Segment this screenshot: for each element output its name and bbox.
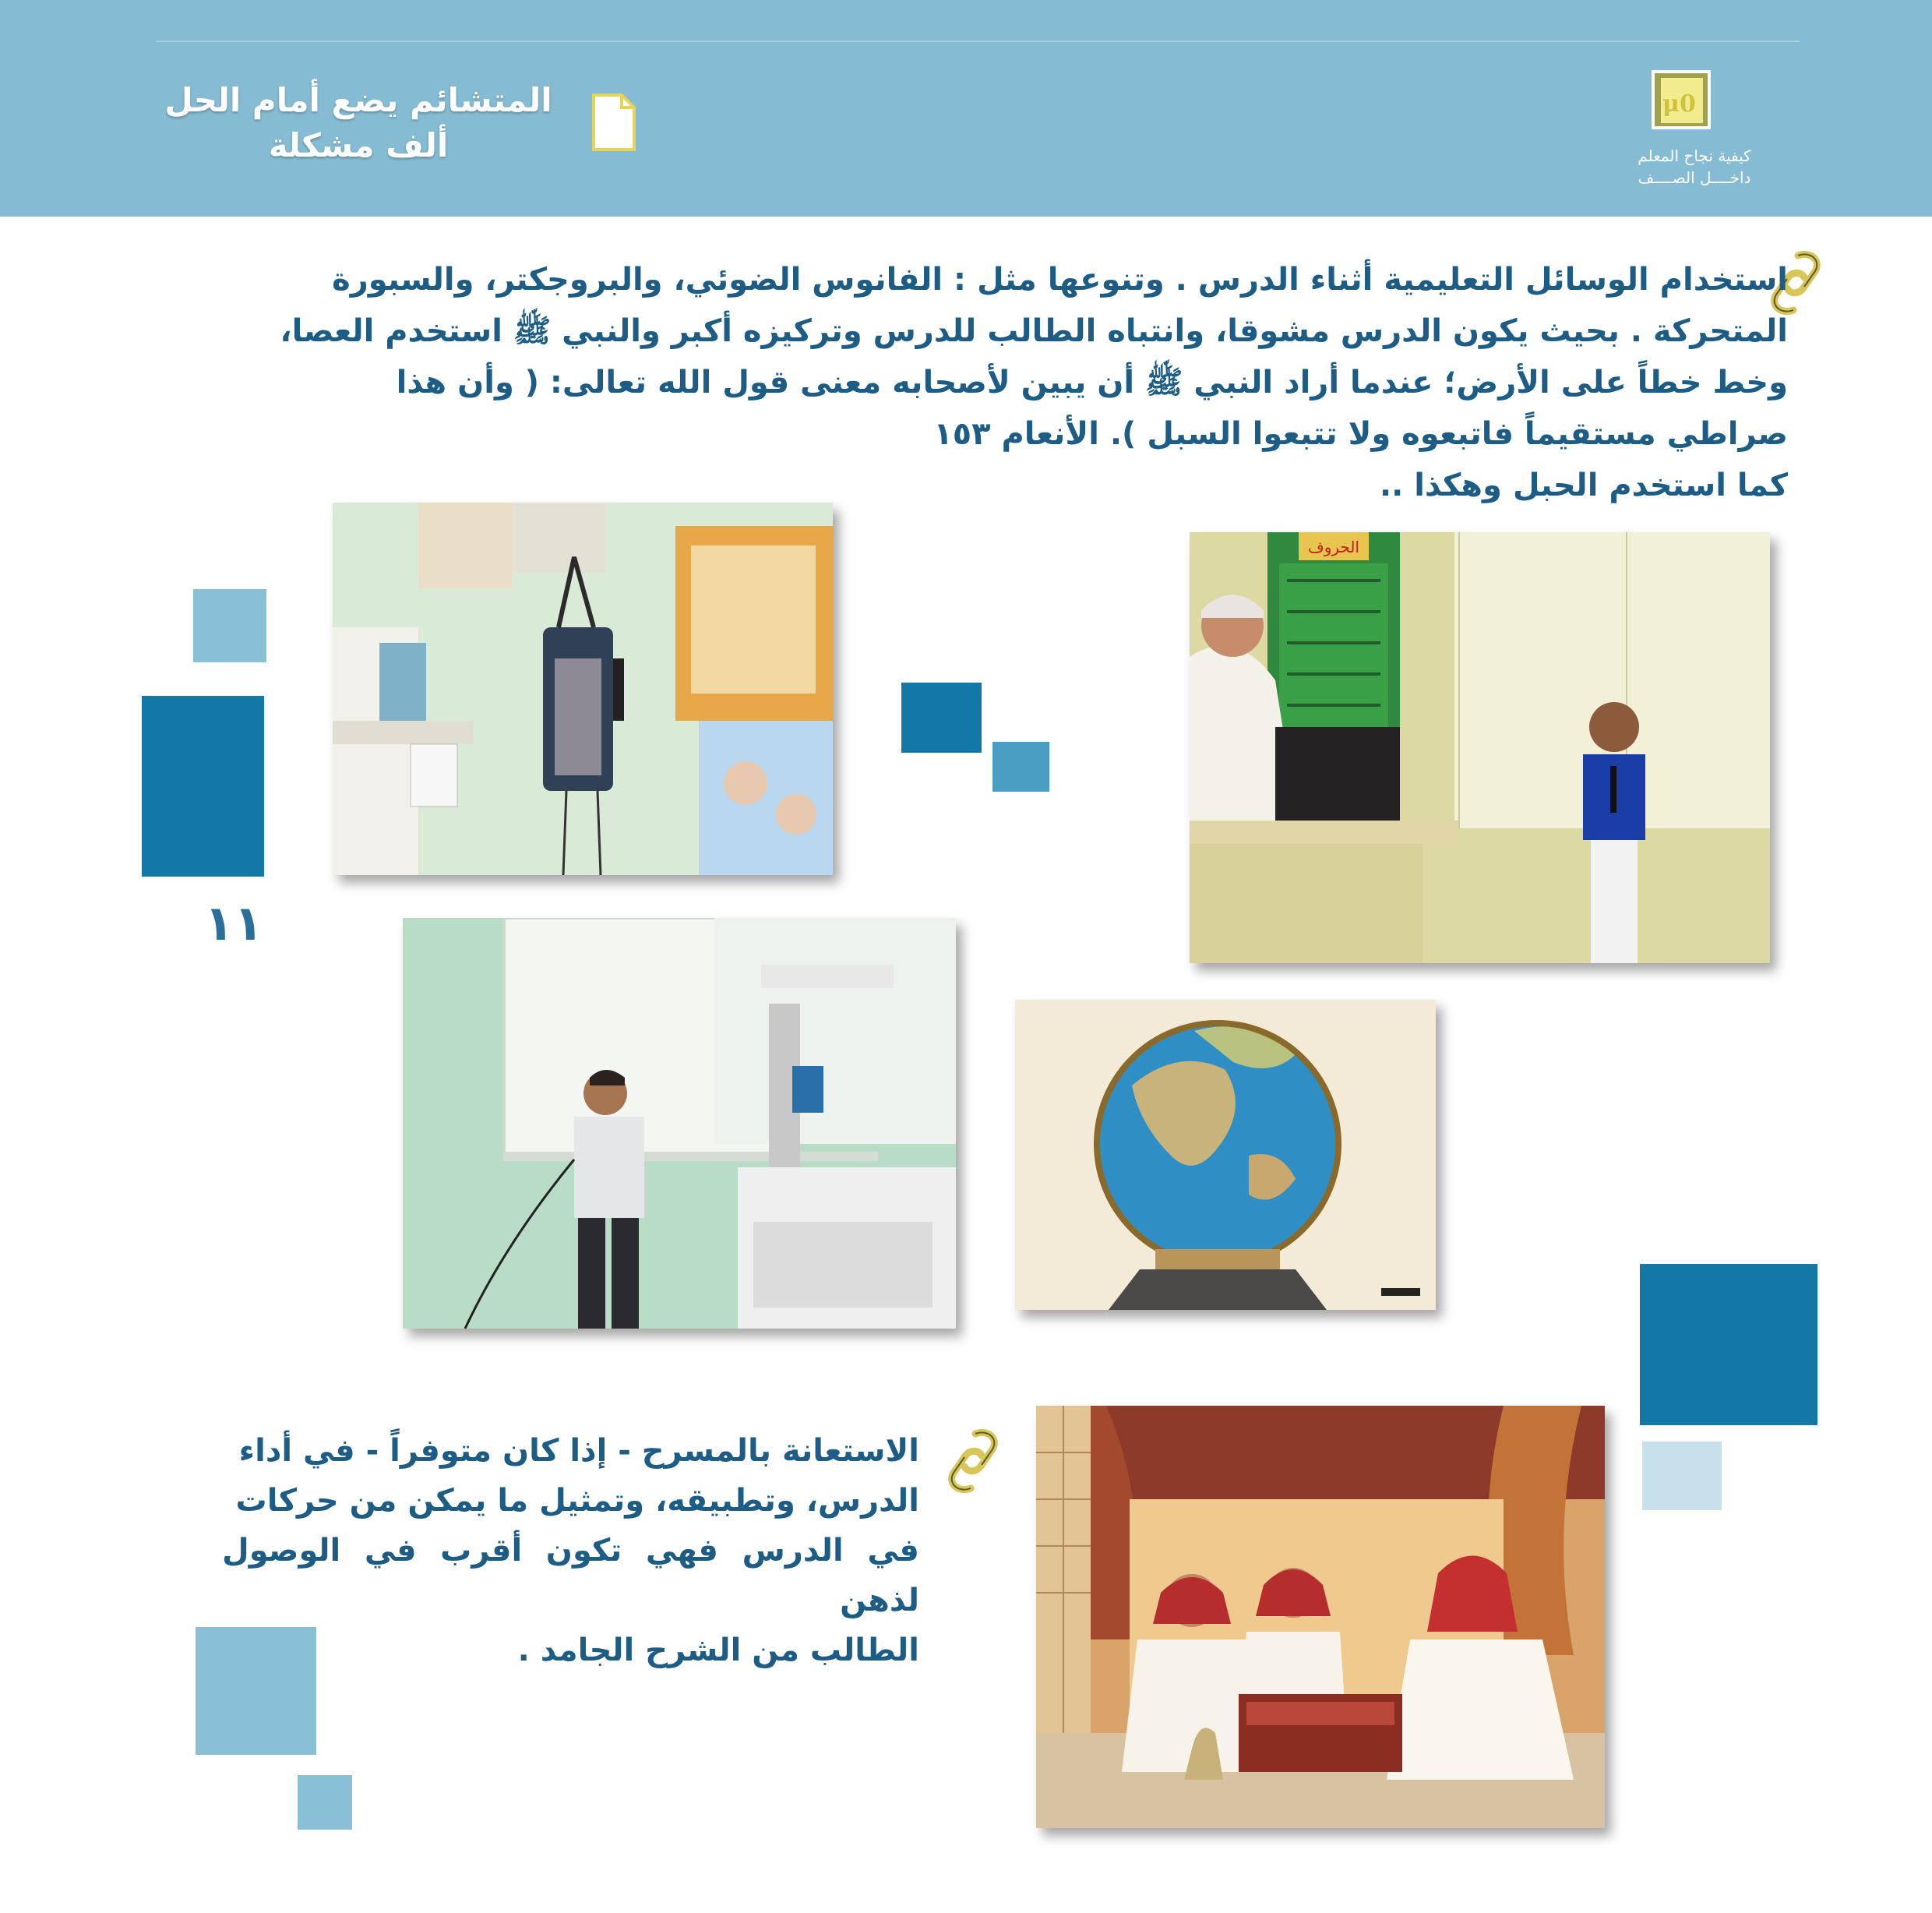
quote-line-2: ألف مشكلة [268, 126, 449, 164]
photo-classroom-wall [333, 503, 833, 875]
quote-line-1: المتشائم يضع أمام الحل [164, 81, 552, 119]
logo-text-line-1: كيفية نجاح المعلم [1638, 146, 1751, 165]
decor-square [901, 683, 982, 753]
paragraph-line: الطالب من الشرح الجامد . [517, 1632, 919, 1668]
page-number: ١١ [204, 895, 263, 951]
chain-link-icon [944, 1426, 1002, 1496]
logo-emblem [1652, 70, 1711, 129]
header-quote [156, 78, 561, 168]
decor-square [142, 696, 264, 877]
header-band [0, 0, 1932, 217]
logo-text-line-2: داخــــل الصــــف [1638, 168, 1751, 187]
alphabet-chart-label: الحروف [1308, 538, 1359, 556]
paragraph-line: وخط خطاً على الأرض؛ عندما أراد النبي ﷺ أن يبين لأصحابه معنى قول الله تعالى: ( وأن هذا [396, 365, 1788, 401]
logo-text [1628, 145, 1761, 189]
theater-paragraph [222, 1426, 919, 1675]
logo-mark: μ0 [1662, 90, 1696, 118]
paragraph-line: المتحركة . بحيث يكون الدرس مشوقا، وانتباه الطالب للدرس وتركيزه أكبر والنبي ﷺ استخدم العصا، [280, 313, 1788, 349]
visual-aids-paragraph [234, 254, 1788, 511]
photo-teacher-student-microphone [1190, 532, 1770, 963]
paragraph-line: الاستعانة بالمسرح - إذا كان متوفراً - في أداء [238, 1433, 919, 1469]
decor-square [1642, 1442, 1722, 1510]
decor-square [992, 742, 1049, 792]
book-logo [1636, 70, 1761, 195]
photo-globe [1015, 1000, 1436, 1310]
paragraph-line: صراطي مستقيماً فاتبعوه ولا تتبعوا السبل ). الأنعام ١٥٣ [933, 416, 1788, 452]
photo-boy-overhead-projector [403, 918, 956, 1329]
paragraph-line: الدرس، وتطبيقه، وتمثيل ما يمكن من حركات [235, 1483, 919, 1519]
decor-square [193, 589, 266, 662]
header-divider [156, 41, 1800, 42]
photo-theater-scene [1036, 1406, 1605, 1828]
decor-square [298, 1775, 352, 1830]
paragraph-line: كما استخدم الحبل وهكذا .. [1379, 468, 1788, 503]
paragraph-line: في الدرس فهي تكون أقرب في الوصول لذهن [222, 1533, 919, 1618]
document-icon [591, 92, 637, 153]
paragraph-line: استخدام الوسائل التعليمية أثناء الدرس . وتنوعها مثل : الفانوس الضوئي، والبروجكتر، والسبورة [332, 262, 1788, 298]
decor-square [1640, 1264, 1817, 1425]
